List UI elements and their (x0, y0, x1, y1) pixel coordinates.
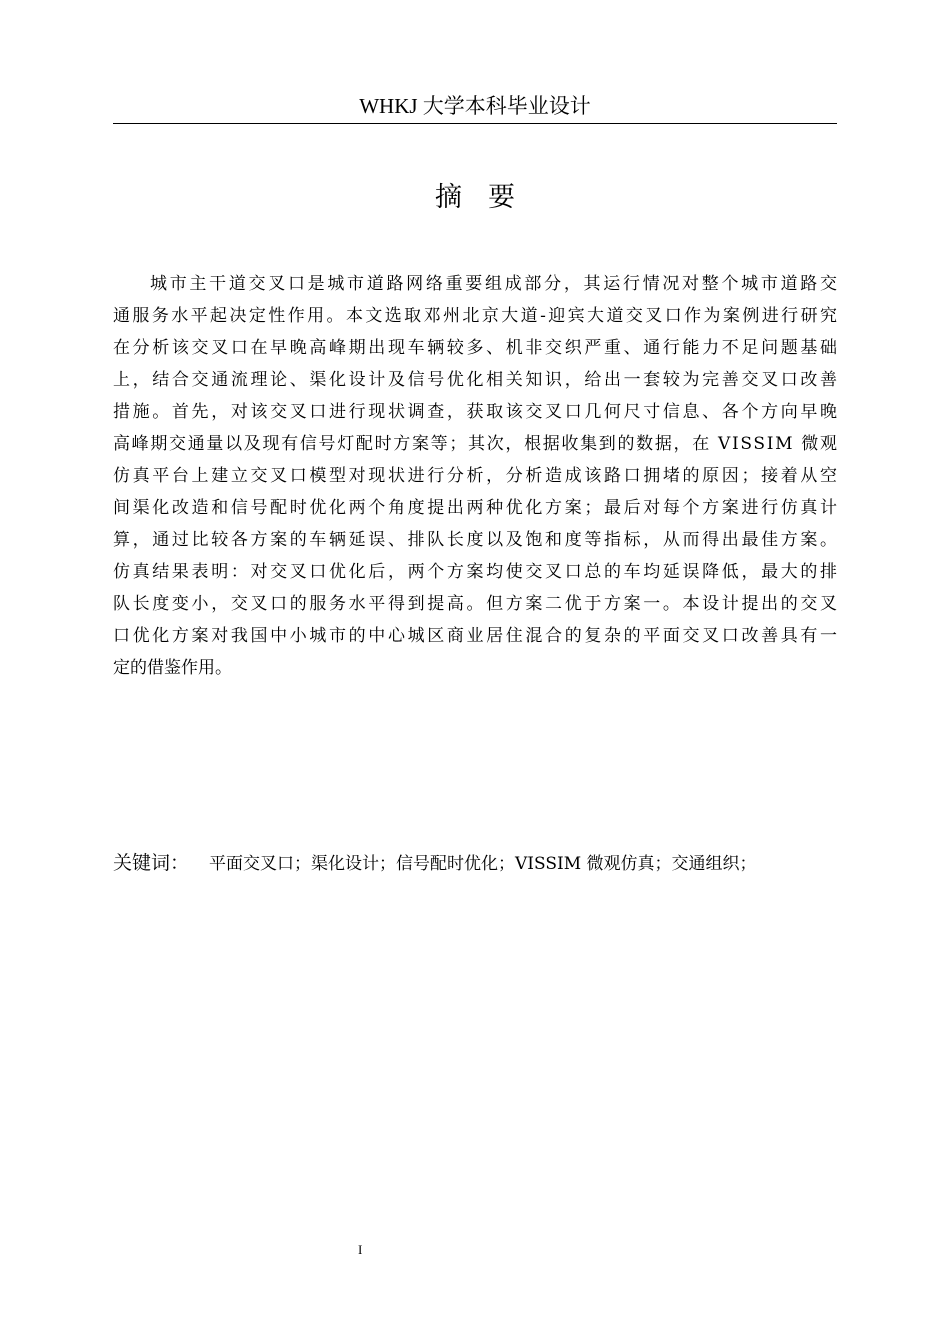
running-header: WHKJ 大学本科毕业设计 (359, 94, 591, 118)
abstract-line: 口优化方案对我国中小城市的中心城区商业居住混合的复杂的平面交叉口改善具有一 (113, 626, 840, 646)
abstract-line: 间渠化改造和信号配时优化两个角度提出两种优化方案；最后对每个方案进行仿真计 (113, 498, 840, 518)
abstract-line: 高峰期交通量以及现有信号灯配时方案等；其次，根据收集到的数据，在 VISSIM 微观 (113, 434, 839, 454)
keywords-label: 关键词： (113, 852, 190, 874)
page-number: I (358, 1242, 363, 1257)
abstract-line: 算，通过比较各方案的车辆延误、排队长度以及饱和度等指标，从而得出最佳方案。 (113, 530, 840, 550)
abstract-title: 摘要 (435, 182, 541, 213)
header-rule (113, 123, 837, 124)
abstract-line: 在分析该交叉口在早晚高峰期出现车辆较多、机非交织严重、通行能力不足问题基础 (113, 338, 840, 358)
abstract-line: 上，结合交通流理论、渠化设计及信号优化相关知识，给出一套较为完善交叉口改善 (113, 370, 840, 390)
abstract-line: 通服务水平起决定性作用。本文选取邓州北京大道-迎宾大道交叉口作为案例进行研究 (113, 306, 840, 326)
abstract-line: 措施。首先，对该交叉口进行现状调查，获取该交叉口几何尺寸信息、各个方向早晚 (113, 402, 840, 422)
abstract-line: 仿真结果表明：对交叉口优化后，两个方案均使交叉口总的车均延误降低，最大的排 (113, 562, 840, 582)
abstract-line: 定的借鉴作用。 (113, 658, 232, 678)
abstract-line: 队长度变小，交叉口的服务水平得到提高。但方案二优于方案一。本设计提出的交叉 (113, 594, 840, 614)
abstract-line: 城市主干道交叉口是城市道路网络重要组成部分，其运行情况对整个城市道路交 (150, 274, 840, 294)
keywords-list: 平面交叉口；渠化设计；信号配时优化；VISSIM 微观仿真；交通组织； (209, 854, 757, 874)
keywords-section (113, 848, 837, 879)
abstract-body (113, 268, 840, 684)
abstract-line: 仿真平台上建立交叉口模型对现状进行分析，分析造成该路口拥堵的原因；接着从空 (113, 466, 840, 486)
